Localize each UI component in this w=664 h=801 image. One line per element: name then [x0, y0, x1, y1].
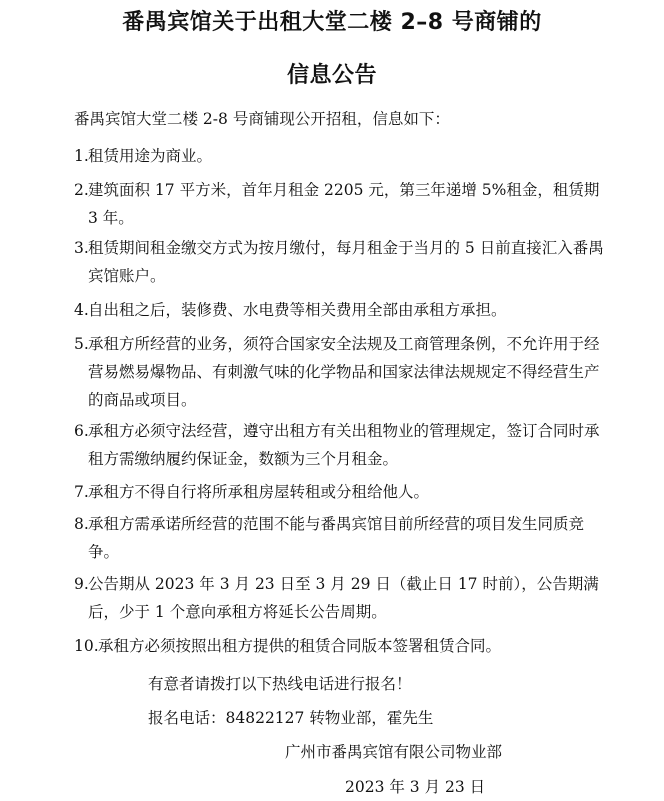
item-number: 8.	[74, 515, 89, 533]
item-number: 5.	[74, 335, 89, 353]
item-text: 租赁用途为商业。	[88, 147, 213, 165]
company-name: 广州市番禺宾馆有限公司物业部	[285, 743, 503, 761]
list-item-7	[74, 478, 614, 506]
item-text: 承租方需承诺所经营的范围不能与番禺宾馆目前所经营的项目发生同质竞争。	[88, 515, 585, 561]
list-item-5	[74, 330, 614, 414]
item-text: 建筑面积 17 平方米，首年月租金 2205 元，第三年递增 5%租金，租赁期 3 年。	[88, 181, 600, 227]
item-number: 2.	[74, 181, 89, 199]
list-item-10	[74, 632, 614, 660]
list-item-8	[74, 510, 614, 566]
item-number: 9.	[74, 575, 89, 593]
item-text: 自出租之后，装修费、水电费等相关费用全部由承租方承担。	[88, 301, 507, 319]
invite-text: 有意者请拨打以下热线电话进行报名！	[148, 675, 412, 693]
notice-date: 2023 年 3 月 23 日	[345, 778, 486, 796]
notice-intro: 番禺宾馆大堂二楼 2-8 号商铺现公开招租，信息如下：	[74, 110, 450, 128]
list-item-6	[74, 417, 614, 473]
item-text: 公告期从 2023 年 3 月 23 日至 3 月 29 日（截止日 17 时前），公告期满后，少于 1 个意向承租方将延长公告周期。	[88, 575, 599, 621]
list-item-2	[74, 176, 614, 232]
item-number: 10.	[74, 637, 99, 655]
item-text: 承租方不得自行将所承租房屋转租或分租给他人。	[88, 483, 430, 501]
list-item-9	[74, 570, 614, 626]
notice-title-line2: 信息公告	[286, 63, 377, 88]
list-item-1	[74, 142, 614, 170]
item-text: 租赁期间租金缴交方式为按月缴付，每月租金于当月的 5 日前直接汇入番禺宾馆账户。	[88, 239, 604, 285]
phone-text: 报名电话：84822127 转物业部，霍先生	[148, 709, 434, 727]
notice-title-line1: 番禺宾馆关于出租大堂二楼 2–8 号商铺的	[122, 10, 542, 35]
item-number: 4.	[74, 301, 89, 319]
item-number: 6.	[74, 422, 89, 440]
list-item-3	[74, 234, 614, 290]
item-number: 3.	[74, 239, 89, 257]
item-text: 承租方必须按照出租方提供的租赁合同版本签署租赁合同。	[98, 637, 502, 655]
list-item-4	[74, 296, 614, 324]
item-number: 7.	[74, 483, 89, 501]
item-text: 承租方所经营的业务，须符合国家安全法规及工商管理条例，不允许用于经营易燃易爆物品、有刺激气味的化学物品和国家法律法规规定不得经营生产的商品或项目。	[88, 335, 600, 409]
item-number: 1.	[74, 147, 89, 165]
item-text: 承租方必须守法经营，遵守出租方有关出租物业的管理规定，签订合同时承租方需缴纳履约保证金，数额为三个月租金。	[88, 422, 600, 468]
